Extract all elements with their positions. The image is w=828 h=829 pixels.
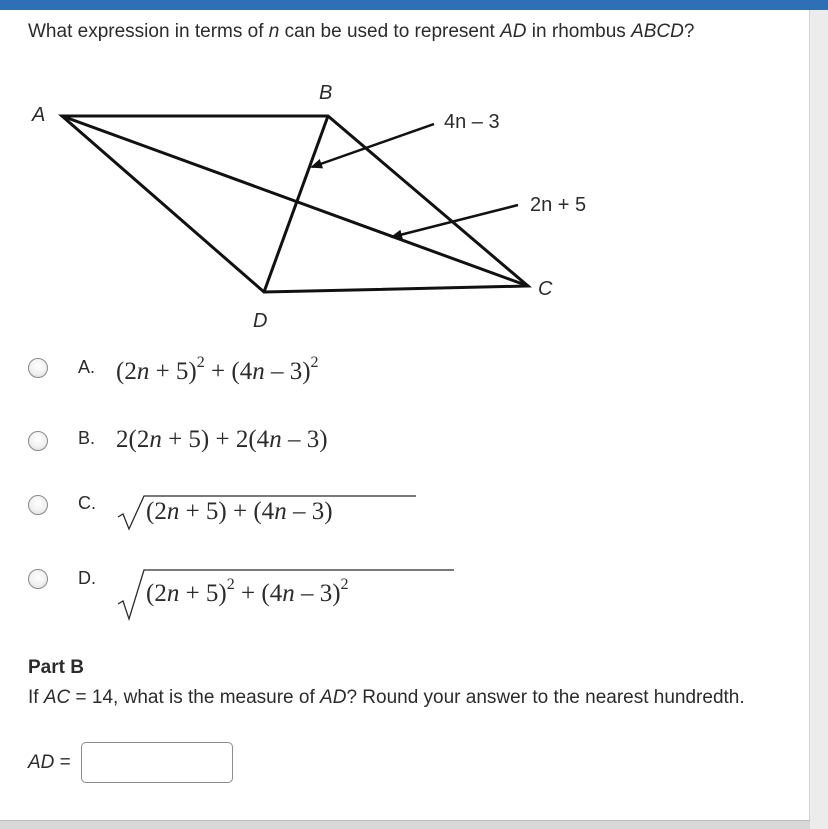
vertex-label-b: B [319,82,333,104]
choice-a-expression: $(2n + 5)^2 + (4n - 3)^2$ [116,354,319,385]
choice-b-expression: 2(2n + 5) + 2(4n – 3) [116,426,328,453]
radio-c[interactable] [28,495,48,515]
question-text: What expression in terms of n can be used to represent AD in rhombus ABCD? [28,21,695,42]
diagonal-bd [264,116,328,292]
choice-letter-d: D. [78,568,96,588]
scrollbar-track[interactable] [809,10,828,829]
answer-label: AD = [28,752,71,773]
choice-c-sqrt [116,487,426,532]
choice-letter-b: B. [78,428,96,448]
vertex-label-d: D [253,310,268,332]
radio-b[interactable] [28,431,48,451]
choice-a[interactable] [0,350,780,390]
choice-c-expression: (2n + 5) + (4n – 3) [146,498,333,525]
vertex-label-a: A [32,104,46,126]
choice-d-sqrt [116,560,461,622]
choice-c[interactable] [0,487,780,527]
vertex-label-c: C [538,278,553,300]
callout-label-2: 2n + 5 [530,194,587,216]
answer-input[interactable] [81,742,233,783]
radio-d[interactable] [28,569,48,589]
choice-letter-c: C. [78,493,96,513]
callout-arrow-1 [312,124,434,167]
bottom-bar [0,820,810,829]
callout-label-1: 4n – 3 [444,111,500,133]
choice-d-expression: $(2n + 5)^2 + (4n - 3)^2$ [146,576,349,607]
choice-d[interactable] [0,560,780,607]
choice-b[interactable] [0,422,780,462]
radio-a[interactable] [28,358,48,378]
diagonal-ac [62,116,528,286]
callout-arrow-2 [392,205,518,237]
choice-letter-a: A. [78,357,96,377]
part-b-question: If AC = 14, what is the measure of AD? Round your answer to the nearest hundredth. [28,687,745,708]
rhombus-figure [0,70,640,340]
top-accent-bar [0,0,828,10]
part-b-title: Part B [28,657,84,678]
